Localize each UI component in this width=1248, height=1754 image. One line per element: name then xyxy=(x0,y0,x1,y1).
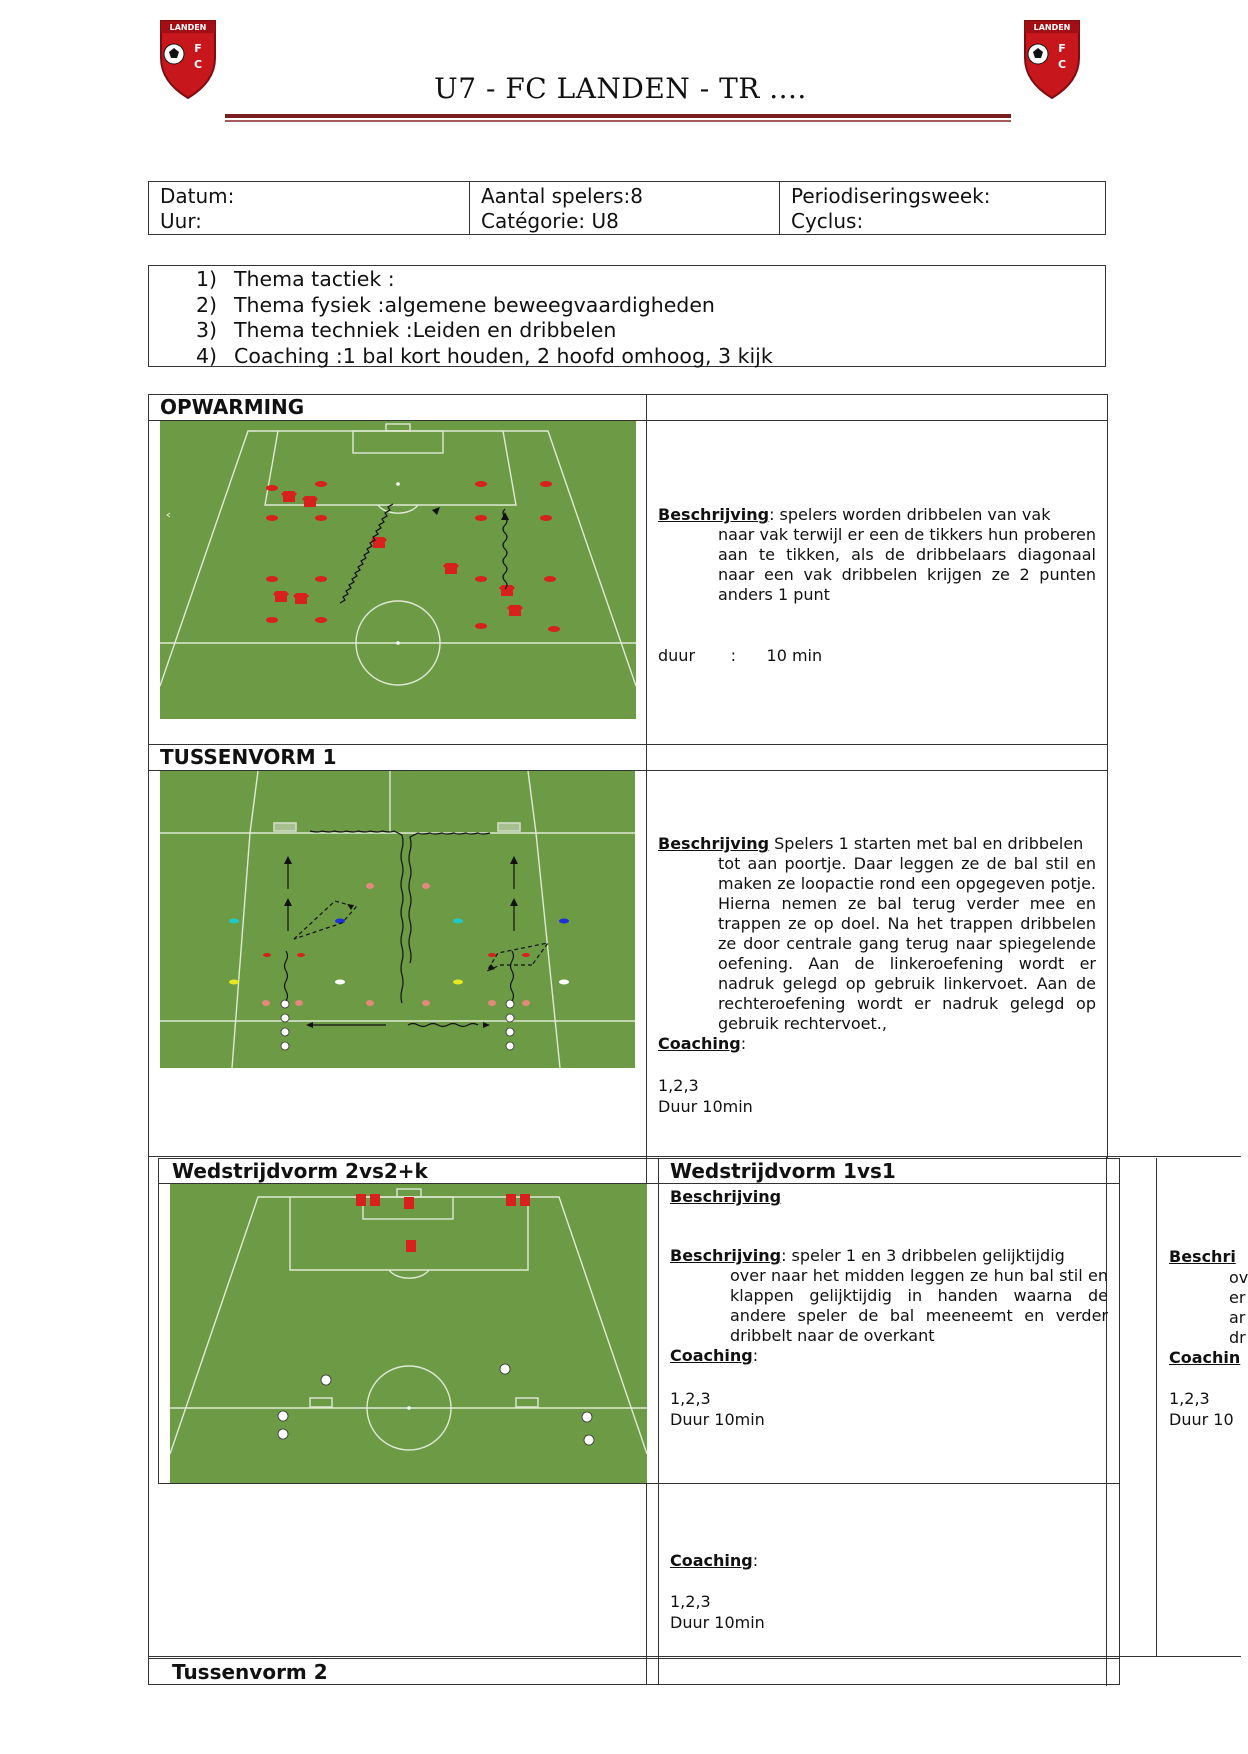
info-divider xyxy=(469,181,470,235)
grid-line xyxy=(148,394,149,1685)
coaching-value: 1,2,3 xyxy=(670,1592,711,1611)
overflow-text: er xyxy=(1229,1288,1246,1307)
grid-line xyxy=(148,1684,1120,1685)
coaching-value: 1,2,3 xyxy=(658,1076,699,1095)
wedstrijd1vs1-duration: Duur 10min xyxy=(670,1410,765,1429)
section-heading-tussenvorm2: Tussenvorm 2 xyxy=(172,1660,328,1684)
section-heading-wedstrijd2vs2: Wedstrijdvorm 2vs2+k xyxy=(172,1159,428,1183)
overflow-coaching-label: Coachin xyxy=(1169,1348,1241,1367)
overflow-text: ar xyxy=(1229,1308,1246,1327)
opwarming-diagram xyxy=(160,421,636,719)
svg-text:C: C xyxy=(1057,58,1067,71)
grid-line xyxy=(158,1483,1120,1484)
description-text: Spelers 1 starten met bal en dribbelen xyxy=(769,834,1084,853)
section-heading-opwarming: OPWARMING xyxy=(160,395,305,419)
theme-item: 2) Thema fysiek :algemene beweegvaardigheden xyxy=(196,292,715,317)
theme-item: 1) Thema tactiek : xyxy=(196,267,395,291)
grid-line xyxy=(158,1158,159,1484)
theme-item: 4) Coaching :1 bal kort houden, 2 hoofd omhoog, 3 kijk xyxy=(196,343,773,368)
section-heading-wedstrijd1vs1: Wedstrijdvorm 1vs1 xyxy=(670,1159,896,1183)
overflow-duration: Duur 10 xyxy=(1169,1410,1234,1429)
coaching-block xyxy=(670,1550,758,1571)
tussenvorm1-description xyxy=(658,834,1096,1054)
description-text: naar vak terwijl er een de tikkers hun proberen aan te tikken, als de dribbelaars diagonaal naar een vak dribbelen krijgen ze 2 punten anders 1 punt xyxy=(718,525,1096,604)
description-text: tot aan poortje. Daar leggen ze de bal stil en maken ze loopactie rond een opgegeven potje. Hierna nemen ze bal terug verder mee en trappen ze op doel. Na het trappen dribbelen ze door centrale gang terug naar spiegelende oefening. Aan de linkeroefening wordt er nadruk gelegd op gebruik linkervoet. Aan de rechteroefening wordt er nadruk gelegd op gebruik rechtervoet., xyxy=(718,854,1096,1033)
coaching-label: Coaching xyxy=(670,1346,753,1365)
opwarming-duration: duur : 10 min xyxy=(658,646,823,665)
grid-line xyxy=(658,1158,659,1685)
coaching-value: 1,2,3 xyxy=(670,1389,711,1408)
theme-item: 3) Thema techniek :Leiden en dribbelen xyxy=(196,318,617,342)
title-rule xyxy=(225,114,1011,118)
page-title: U7 - FC LANDEN - TR .... xyxy=(434,72,807,105)
grid-line xyxy=(1156,1158,1157,1656)
wedstrijd2vs2-diagram xyxy=(170,1184,647,1483)
grid-line xyxy=(148,1656,1241,1657)
overflow-text: ov xyxy=(1229,1268,1248,1287)
periodiseringsweek: Periodiseringsweek: xyxy=(791,184,991,208)
categorie: Catégorie: U8 xyxy=(481,209,619,233)
svg-text:F: F xyxy=(194,42,202,55)
description-text: over naar het midden leggen ze hun bal stil en klappen gelijktijdig in handen waarna de andere speler de bal meeneemt en verder dribbelt naar de overkant xyxy=(730,1266,1108,1345)
description-text: : speler 1 en 3 dribbelen gelijktijdig xyxy=(781,1246,1065,1265)
title-rule-thin xyxy=(225,120,1011,122)
coaching-label: Coaching xyxy=(658,1034,741,1053)
coaching-label: Coaching xyxy=(670,1551,753,1570)
description-label: Beschrijving xyxy=(670,1187,782,1206)
aantal-spelers: Aantal spelers:8 xyxy=(481,184,644,208)
grid-line xyxy=(646,394,647,1685)
grid-line xyxy=(1106,1156,1107,1686)
grid-line xyxy=(148,1156,1241,1157)
tussenvorm1-diagram xyxy=(160,771,635,1068)
wedstrijd1vs1-description xyxy=(670,1246,1108,1366)
tussenvorm1-duration: Duur 10min xyxy=(658,1097,753,1116)
section-heading-tussenvorm1: TUSSENVORM 1 xyxy=(160,745,337,769)
info-divider xyxy=(779,181,780,235)
overflow-description-label: Beschri xyxy=(1169,1247,1236,1266)
grid-line xyxy=(1107,394,1108,1158)
datum-label: Datum: xyxy=(160,184,235,208)
coaching-colon: : xyxy=(740,1034,747,1053)
description-text: : spelers worden dribbelen van vak xyxy=(769,505,1051,524)
description-label: Beschrijving xyxy=(658,505,770,524)
svg-text:LANDEN: LANDEN xyxy=(169,23,207,32)
uur-label: Uur: xyxy=(160,209,202,233)
opwarming-description xyxy=(658,505,1096,605)
overflow-coaching-value: 1,2,3 xyxy=(1169,1389,1210,1408)
svg-text:F: F xyxy=(1058,42,1066,55)
grid-line xyxy=(1119,1158,1120,1685)
svg-text:C: C xyxy=(193,58,203,71)
themes-list xyxy=(196,267,773,369)
wedstrijd1vs1-duration: Duur 10min xyxy=(670,1613,765,1632)
svg-text:LANDEN: LANDEN xyxy=(1033,23,1071,32)
cyclus: Cyclus: xyxy=(791,209,864,233)
description-label: Beschrijving xyxy=(658,834,770,853)
description-label: Beschrijving xyxy=(670,1246,782,1265)
overflow-text: dr xyxy=(1229,1328,1246,1347)
grid-line xyxy=(148,1658,1120,1659)
coaching-colon: : xyxy=(752,1346,759,1365)
coaching-colon: : xyxy=(752,1551,759,1570)
